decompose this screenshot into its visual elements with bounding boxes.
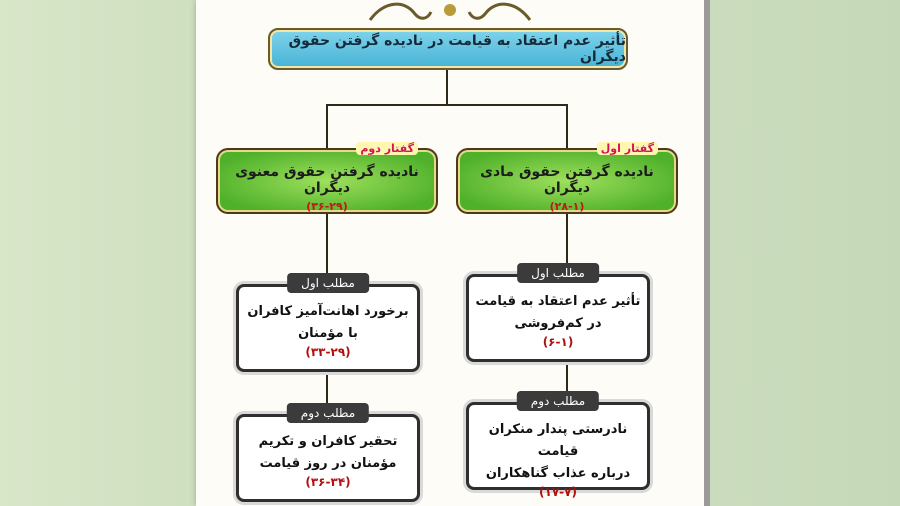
branch-tag: گفتار اول (597, 142, 658, 155)
verse-range: (۳۶-۳۴) (305, 475, 351, 489)
branch-title: نادیده گرفتن حقوق مادی دیگران (480, 164, 654, 196)
card-line: نادرستی پندار منکران قیامت (488, 422, 628, 459)
connector-line (326, 104, 328, 148)
diagram-title: تأثیر عدم اعتقاد به قیامت در نادیده گرفتن حقوق دیگران (268, 28, 628, 70)
card-label: مطلب اول (517, 263, 599, 283)
branch-tag: گفتار دوم (356, 142, 418, 155)
verse-range: (۱۷-۷) (539, 485, 577, 499)
card-line: درباره عذاب گناهکاران (485, 466, 631, 481)
branch-second (216, 142, 438, 214)
card-right-first (466, 266, 650, 362)
card-label: مطلب دوم (517, 391, 599, 411)
verse-range: (۳۳-۲۹) (305, 345, 351, 359)
card-left-second (236, 406, 420, 502)
top-ornament-icon (365, 0, 535, 24)
branch-title: نادیده گرفتن حقوق معنوی دیگران (235, 164, 419, 196)
branch-first (456, 142, 678, 214)
page-edge (704, 0, 710, 506)
verse-range: (۶-۱) (542, 335, 574, 349)
card-label: مطلب دوم (287, 403, 369, 423)
verse-range: (۳۶-۲۹) (306, 200, 348, 213)
card-line: در کم‌فروشی (514, 316, 602, 331)
verse-range: (۲۸-۱) (549, 200, 585, 213)
card-line: برخورد اهانت‌آمیز کافران (247, 304, 409, 319)
card-line: تأثیر عدم اعتقاد به قیامت (475, 294, 641, 309)
card-left-first (236, 276, 420, 372)
card-line: با مؤمنان (298, 326, 358, 341)
card-line: مؤمنان در روز قیامت (259, 456, 397, 471)
connector-line (326, 104, 568, 106)
card-right-second (466, 394, 650, 499)
card-label: مطلب اول (287, 273, 369, 293)
connector-line (566, 104, 568, 148)
connector-line (446, 66, 448, 106)
card-line: تحقیر کافران و تکریم (258, 434, 398, 449)
